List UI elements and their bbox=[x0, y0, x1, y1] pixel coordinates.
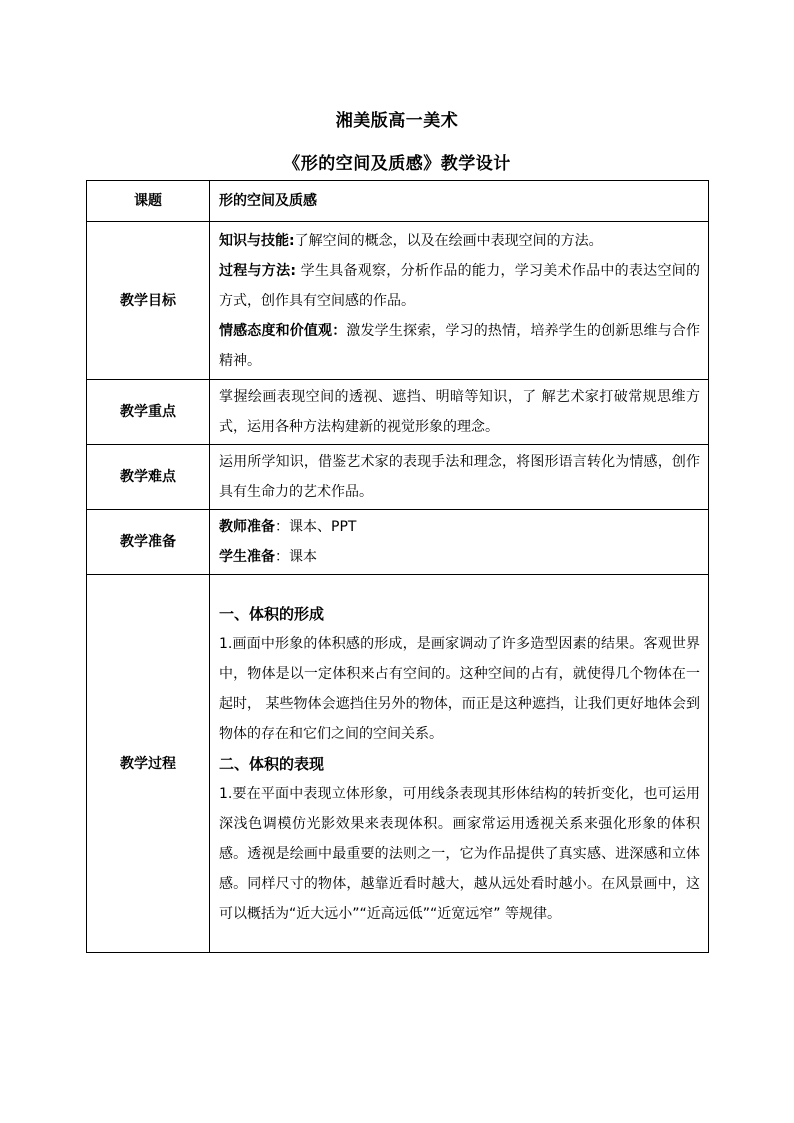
prep-teacher bbox=[219, 512, 700, 542]
row-process bbox=[87, 575, 709, 953]
prep-student-text: ：课本 bbox=[275, 549, 317, 565]
prep-teacher-text: ：课本、PPT bbox=[275, 519, 357, 535]
goal-process bbox=[219, 256, 700, 316]
goal-process-head: 过程与方法: bbox=[219, 262, 296, 279]
label-process: 教学过程 bbox=[87, 575, 210, 953]
row-topic bbox=[87, 181, 709, 222]
row-goals bbox=[87, 222, 709, 380]
goal-knowledge-text: 了解空间的概念，以及在绘画中表现空间的方法。 bbox=[294, 232, 603, 249]
document-subtitle: 《形的空间及质感》教学设计 bbox=[283, 154, 511, 174]
value-process bbox=[210, 575, 709, 953]
goal-process-text: 学生具备观察，分析作品的能力，学习美术作品中的表达空间的方式，创作具有空间感的作品。 bbox=[219, 262, 700, 309]
prep-teacher-head: 教师准备 bbox=[219, 519, 275, 535]
goal-emotion-text: 激发学生探索，学习的热情，培养学生的创新思维与合作精神。 bbox=[219, 322, 701, 369]
goal-emotion bbox=[219, 316, 700, 376]
value-key-points: 掌握绘画表现空间的透视、遮挡、明暗等知识，了 解艺术家打破常规思维方式，运用各种方法构建新的视觉形象的理念。 bbox=[210, 380, 709, 445]
prep-student bbox=[219, 542, 700, 572]
label-difficulty: 教学难点 bbox=[87, 445, 210, 510]
goal-emotion-head: 情感态度和价值观： bbox=[219, 322, 347, 339]
label-topic: 课题 bbox=[87, 181, 210, 222]
prep-student-head: 学生准备 bbox=[219, 549, 275, 565]
section-1-heading: 一、体积的形成 bbox=[219, 604, 325, 623]
goal-knowledge-head: 知识与技能: bbox=[219, 232, 295, 249]
section-1-text: 1.画面中形象的体积感的形成，是画家调动了许多造型因素的结果。客观世界中，物体是以一定体积来占有空间的。这种空间的占有，就使得几个物体在一起时， 某些物体会遮挡住另外的物体，而正是这种遮挡，让我们更好地体会到物体的存在和它们之间的空间关系。 bbox=[219, 635, 700, 742]
value-preparation bbox=[210, 510, 709, 575]
goal-knowledge bbox=[219, 226, 700, 256]
value-goals bbox=[210, 222, 709, 380]
row-key-points bbox=[87, 380, 709, 445]
label-goals: 教学目标 bbox=[87, 222, 210, 380]
value-topic: 形的空间及质感 bbox=[210, 181, 709, 222]
lesson-plan-table bbox=[86, 180, 709, 953]
section-2-heading: 二、体积的表现 bbox=[219, 754, 325, 773]
section-2-text: 1.要在平面中表现立体形象，可用线条表现其形体结构的转折变化，也可运用深浅色调模仿光影效果来表现体积。画家常运用透视关系来强化形象的体积感。透视是绘画中最重要的法则之一，它为作品提供了真实感、进深感和立体感。同样尺寸的物体，越靠近看时越大，越从远处看时越小。在风景画中，这可以概括为“近大远小”“近高远低”“近宽远窄” 等规律。 bbox=[219, 785, 700, 922]
label-preparation: 教学准备 bbox=[87, 510, 210, 575]
row-preparation bbox=[87, 510, 709, 575]
value-difficulty: 运用所学知识，借鉴艺术家的表现手法和理念，将图形语言转化为情感，创作具有生命力的艺术作品。 bbox=[210, 445, 709, 510]
row-difficulty bbox=[87, 445, 709, 510]
document-title: 湘美版高一美术 bbox=[335, 111, 459, 131]
label-key-points: 教学重点 bbox=[87, 380, 210, 445]
